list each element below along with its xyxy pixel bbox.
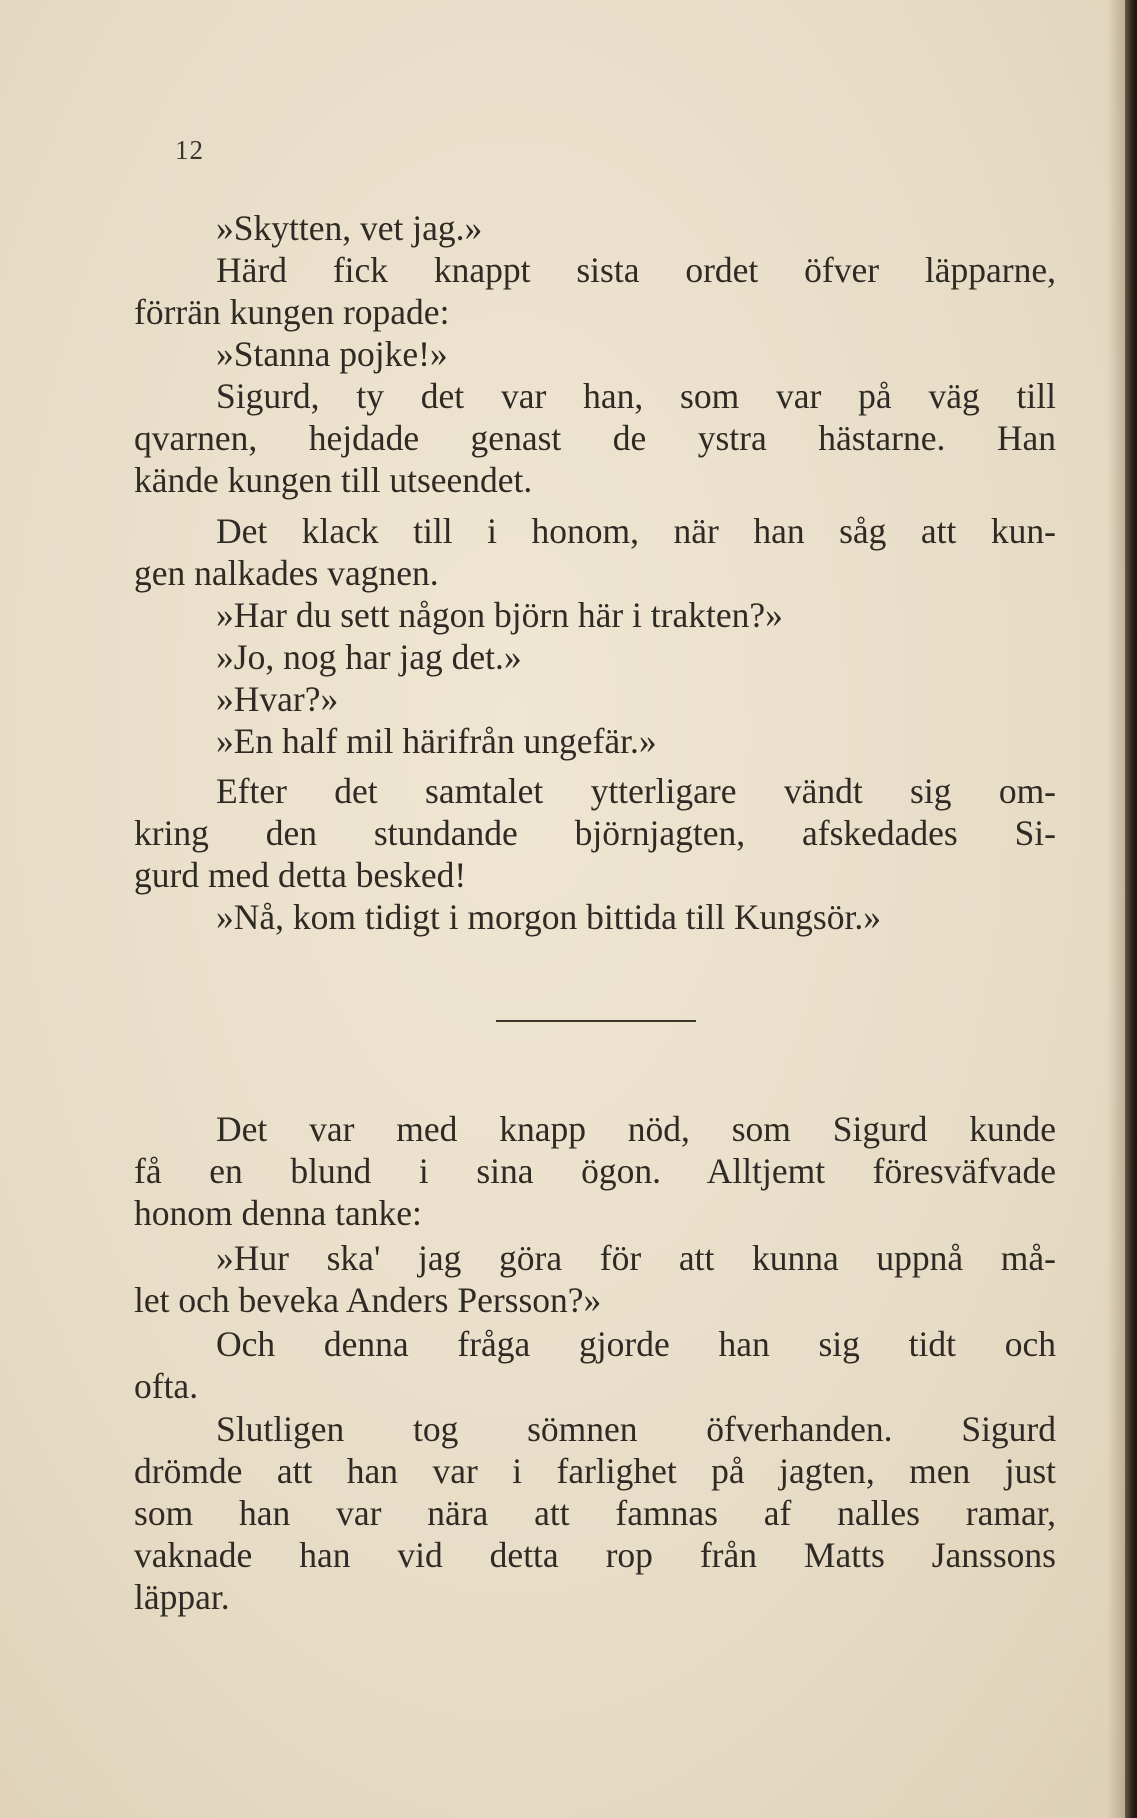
text-line: vaknade han vid detta rop från Matts Janssons xyxy=(134,1535,1056,1575)
section-divider xyxy=(496,1020,696,1022)
text-line: drömde att han var i farlighet på jagten, men just xyxy=(134,1451,1056,1491)
text-line: »Jo, nog har jag det.» xyxy=(216,637,522,677)
text-line: kring den stundande björnjagten, afskedades Si- xyxy=(134,813,1056,853)
text-line: »En half mil härifrån ungefär.» xyxy=(216,721,657,761)
text-line: »Hur ska' jag göra för att kunna uppnå må- xyxy=(216,1238,1056,1278)
text-line: Slutligen tog sömnen öfverhanden. Sigurd xyxy=(216,1409,1056,1449)
text-line: som han var nära att famnas af nalles ramar, xyxy=(134,1493,1056,1533)
text-line: honom denna tanke: xyxy=(134,1193,422,1233)
text-line: Det var med knapp nöd, som Sigurd kunde xyxy=(216,1109,1056,1149)
text-line: få en blund i sina ögon. Alltjemt föresväfvade xyxy=(134,1151,1056,1191)
text-line: Det klack till i honom, när han såg att kun- xyxy=(216,511,1056,551)
text-line: kände kungen till utseendet. xyxy=(134,460,533,500)
page-number: 12 xyxy=(175,135,204,165)
text-line: »Skytten, vet jag.» xyxy=(216,208,483,248)
text-line: gen nalkades vagnen. xyxy=(134,553,439,593)
text-line: »Stanna pojke!» xyxy=(216,334,448,374)
text-line: Efter det samtalet ytterligare vändt sig om- xyxy=(216,771,1056,811)
text-line: gurd med detta besked! xyxy=(134,855,467,895)
text-line: ofta. xyxy=(134,1366,199,1406)
text-line: »Hvar?» xyxy=(216,679,339,719)
text-line: let och beveka Anders Persson?» xyxy=(134,1280,602,1320)
text-line: »Nå, kom tidigt i morgon bittida till Kungsör.» xyxy=(216,897,881,937)
text-line: förrän kungen ropade: xyxy=(134,292,450,332)
text-line: Sigurd, ty det var han, som var på väg till xyxy=(216,376,1056,416)
text-line: läppar. xyxy=(134,1577,230,1617)
text-line: Härd fick knappt sista ordet öfver läpparne, xyxy=(216,250,1056,290)
text-line: Och denna fråga gjorde han sig tidt och xyxy=(216,1324,1056,1364)
text-line: »Har du sett någon björn här i trakten?» xyxy=(216,595,783,635)
text-line: qvarnen, hejdade genast de ystra hästarne. Han xyxy=(134,418,1056,458)
